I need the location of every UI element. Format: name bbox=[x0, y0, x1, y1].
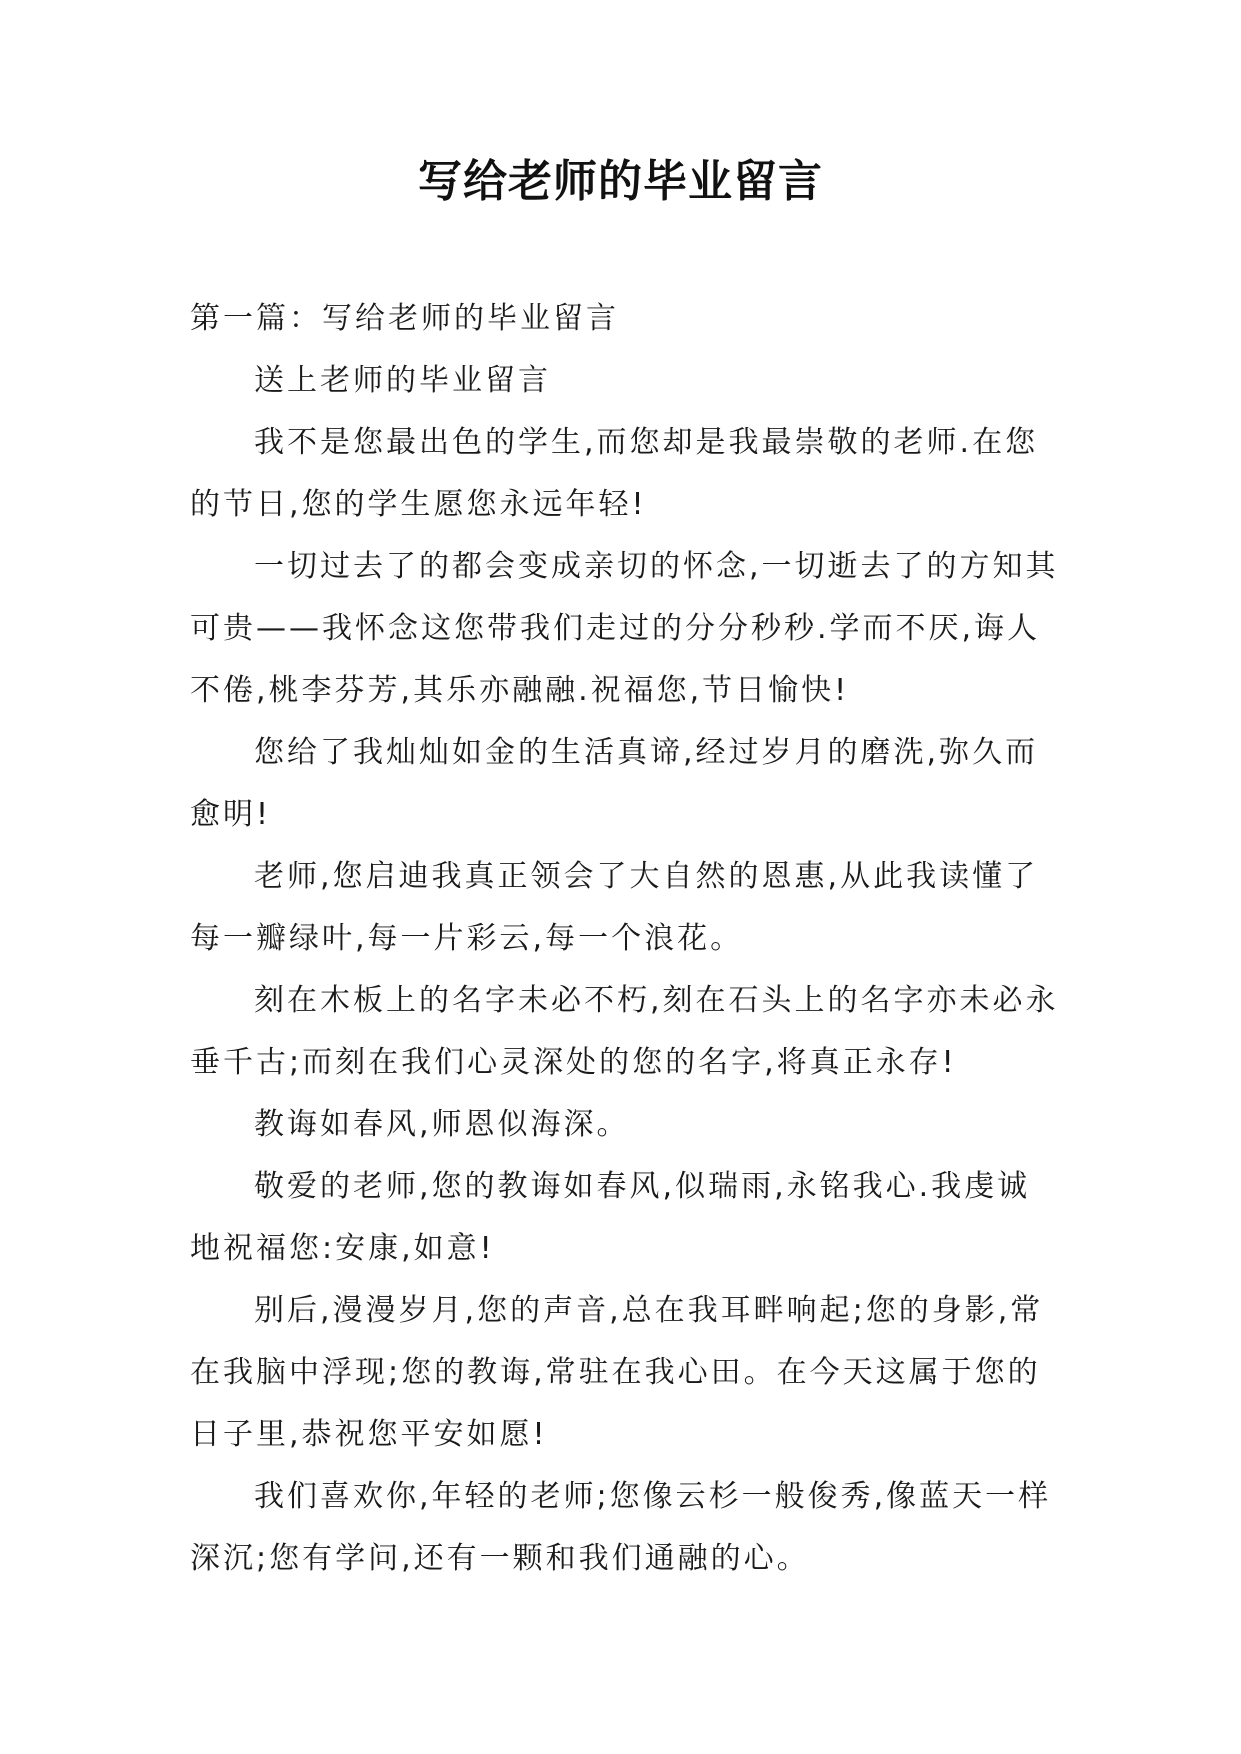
paragraph: 教诲如春风,师恩似海深。 bbox=[254, 1107, 630, 1142]
paragraph: 老师,您启迪我真正领会了大自然的恩惠,从此我读懂了每一瓣绿叶,每一片彩云,每一个浪花。 bbox=[190, 859, 1039, 956]
paragraph: 别后,漫漫岁月,您的声音,总在我耳畔响起;您的身影,常在我脑中浮现;您的教诲,常驻在我心田。在今天这属于您的日子里,恭祝您平安如愿! bbox=[190, 1293, 1044, 1452]
section-heading: 第一篇：写给老师的毕业留言 bbox=[190, 301, 619, 336]
paragraph: 敬爱的老师,您的教诲如春风,似瑞雨,永铭我心.我虔诚地祝福您:安康,如意! bbox=[190, 1169, 1031, 1266]
paragraph: 我们喜欢你,年轻的老师;您像云杉一般俊秀,像蓝天一样深沉;您有学问,还有一颗和我们通融的心。 bbox=[190, 1479, 1052, 1576]
paragraph: 一切过去了的都会变成亲切的怀念,一切逝去了的方知其可贵——我怀念这您带我们走过的分分秒秒.学而不厌,诲人不倦,桃李芬芳,其乐亦融融.祝福您,节日愉快! bbox=[190, 549, 1059, 708]
document-body bbox=[190, 288, 1060, 1590]
paragraph: 您给了我灿灿如金的生活真谛,经过岁月的磨洗,弥久而愈明! bbox=[190, 735, 1039, 832]
paragraph: 刻在木板上的名字未必不朽,刻在石头上的名字亦未必永垂千古;而刻在我们心灵深处的您的名字,将真正永存! bbox=[190, 983, 1059, 1080]
paragraph: 我不是您最出色的学生,而您却是我最崇敬的老师.在您的节日,您的学生愿您永远年轻! bbox=[190, 425, 1039, 522]
document-title: 写给老师的毕业留言 bbox=[418, 156, 823, 207]
paragraph: 送上老师的毕业留言 bbox=[254, 363, 551, 398]
